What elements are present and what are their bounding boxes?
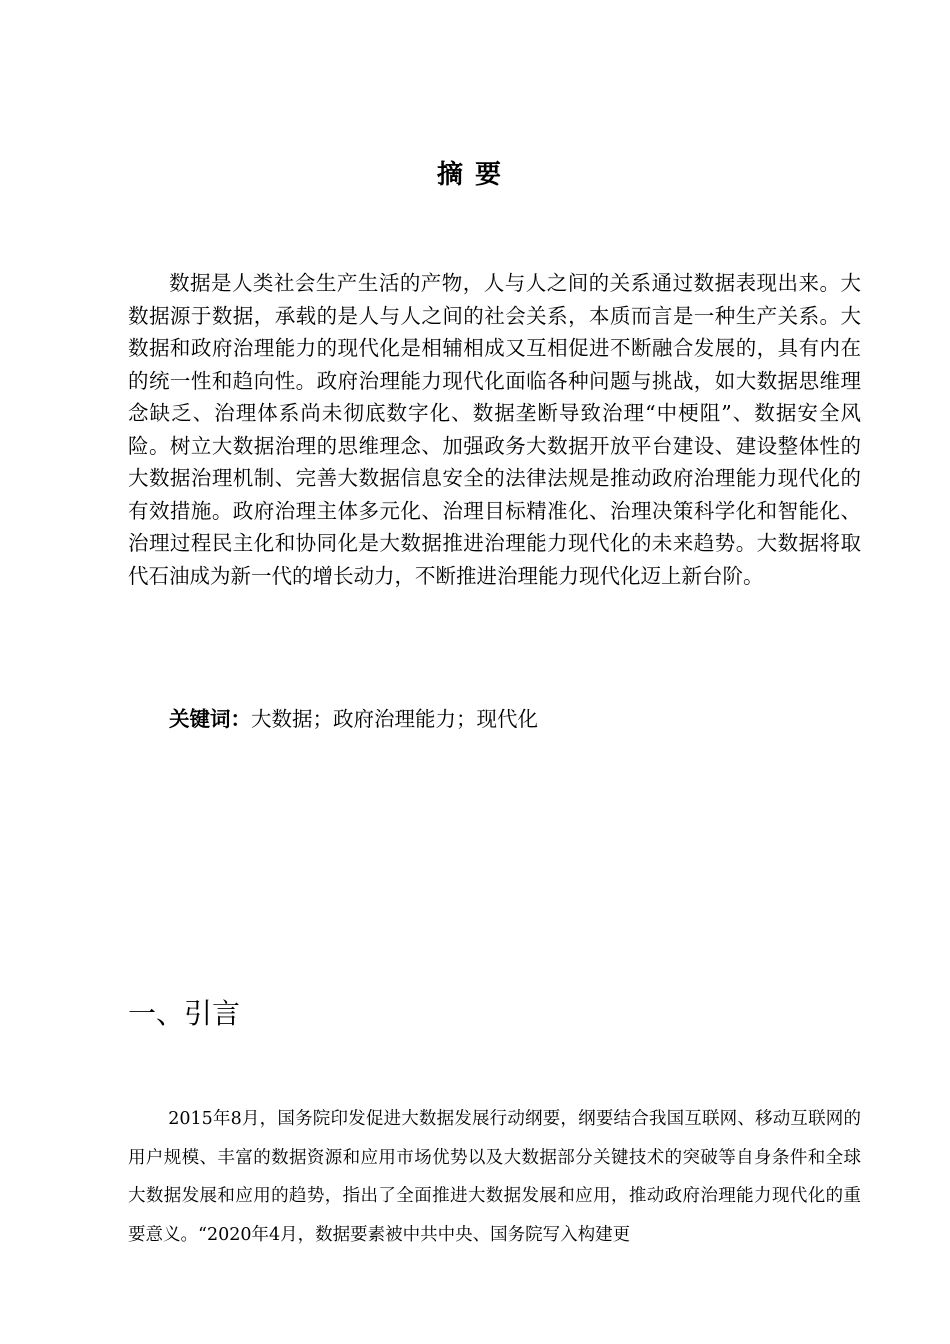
abstract-title: 摘要	[436, 160, 513, 190]
section-heading-introduction: 一、引言	[128, 997, 241, 1030]
keywords-label: 关键词：	[169, 707, 251, 731]
introduction-body: 2015年8月，国务院印发促进大数据发展行动纲要，纲要结合我国互联网、移动互联网的用户规模、丰富的数据资源和应用市场优势以及大数据部分关键技术的突破等自身条件和全球大数据发展和应用的趋势，指出了全面推进大数据发展和应用，推动政府治理能力现代化的重要意义。“2020年4月，数据要素被中共中央、国务院写入构建更	[128, 1109, 861, 1245]
keywords-line	[128, 703, 902, 735]
keywords-value: 大数据；政府治理能力；现代化	[251, 707, 538, 731]
abstract-body: 数据是人类社会生产生活的产物，人与人之间的关系通过数据表现出来。大数据源于数据，承载的是人与人之间的社会关系，本质而言是一种生产关系。大数据和政府治理能力的现代化是相辅相成又互相促进不断融合发展的，具有内在的统一性和趋向性。政府治理能力现代化面临各种问题与挑战，如大数据思维理念缺乏、治理体系尚未彻底数字化、数据垄断导致治理“中梗阻”、数据安全风险。树立大数据治理的思维理念、加强政务大数据开放平台建设、建设整体性的大数据治理机制、完善大数据信息安全的法律法规是推动政府治理能力现代化的有效措施。政府治理主体多元化、治理目标精准化、治理决策科学化和智能化、治理过程民主化和协同化是大数据推进治理能力现代化的未来趋势。大数据将取代石油成为新一代的增长动力，不断推进治理能力现代化迈上新台阶。	[128, 271, 861, 588]
